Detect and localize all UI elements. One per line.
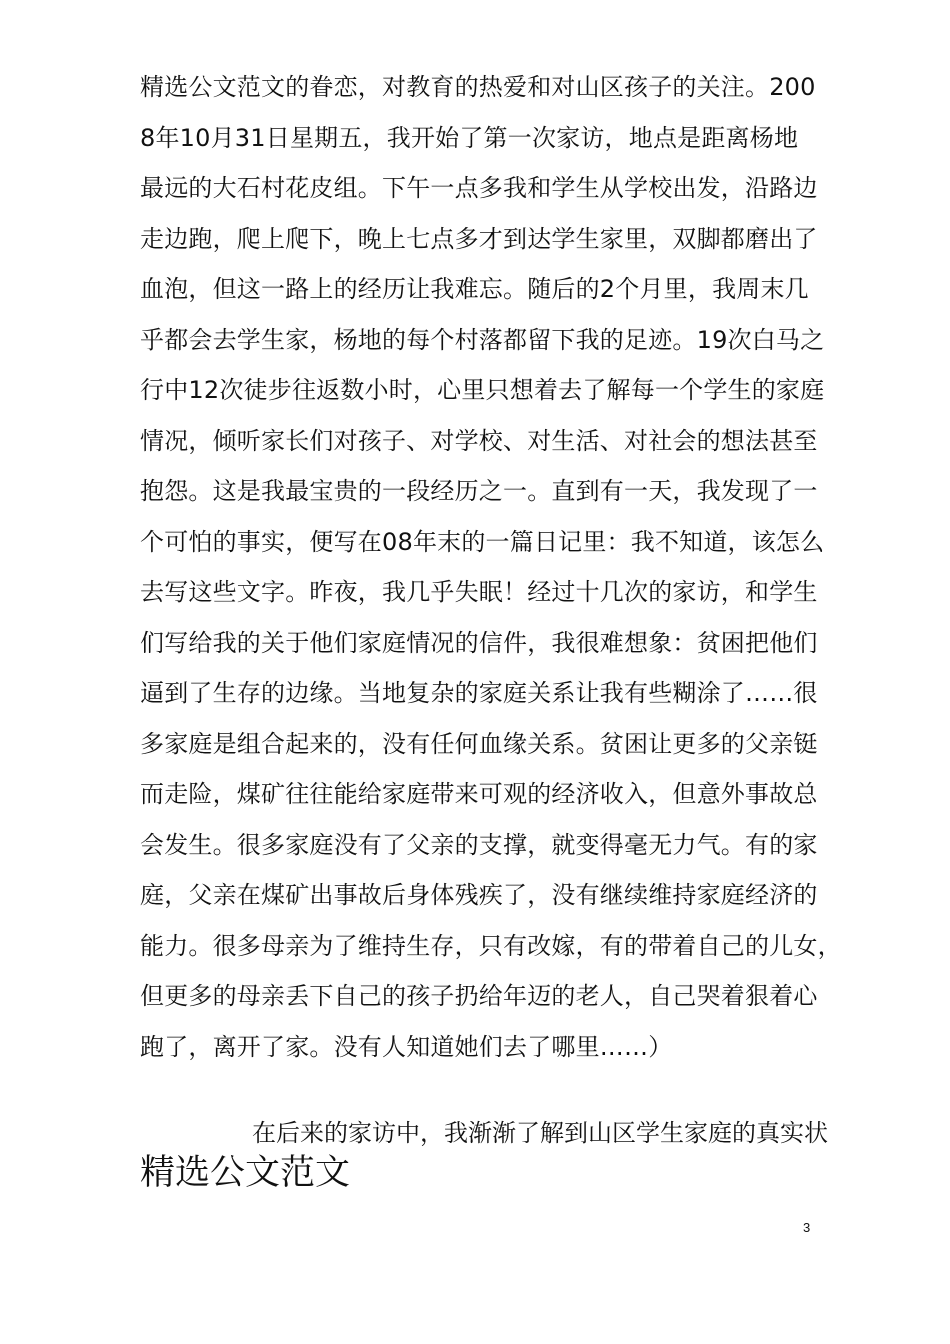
text-line-6: 乎都会去学生家，杨地的每个村落都留下我的足迹。19次白马之: [140, 325, 825, 354]
paragraph-2-start: 在后来的家访中，我渐渐了解到山区学生家庭的真实状: [252, 1119, 828, 1147]
text-line-14: 多家庭是组合起来的，没有任何血缘关系。贫困让更多的父亲铤: [140, 729, 818, 758]
text-line-13: 逼到了生存的边缘。当地复杂的家庭关系让我有些糊涂了……很: [140, 679, 818, 707]
text-line-10: 个可怕的事实，便写在08年末的一篇日记里：我不知道，该怎么: [140, 527, 825, 556]
text-line-18: 能力。很多母亲为了维持生存，只有改嫁，有的带着自己的儿女，: [140, 931, 842, 960]
footer-title: 精选公文范文: [140, 1153, 351, 1193]
text-line-3: 最远的大石村花皮组。下午一点多我和学生从学校出发，沿路边: [140, 174, 818, 202]
text-line-16: 会发生。很多家庭没有了父亲的支撑，就变得毫无力气。有的家: [140, 830, 818, 859]
page-number: 3: [803, 1220, 811, 1235]
text-line-15: 而走险，煤矿往往能给家庭带来可观的经济收入，但意外事故总: [140, 780, 818, 808]
text-line-2: 8年10月31日星期五，我开始了第一次家访，地点是距离杨地: [140, 123, 799, 152]
text-line-7: 行中12次徒步往返数小时，心里只想着去了解每一个学生的家庭: [140, 376, 825, 404]
body-paragraph: [140, 62, 842, 1072]
text-line-17: 庭，父亲在煤矿出事故后身体残疾了，没有继续维持家庭经济的: [140, 881, 818, 909]
text-line-9: 抱怨。这是我最宝贵的一段经历之一。直到有一天，我发现了一: [140, 477, 818, 505]
text-line-19: 但更多的母亲丢下自己的孩子扔给年迈的老人，自己哭着狠着心: [140, 982, 818, 1010]
text-line-11: 去写这些文字。昨夜，我几乎失眠！经过十几次的家访，和学生: [140, 578, 818, 606]
text-line-4: 走边跑，爬上爬下，晚上七点多才到达学生家里，双脚都磨出了: [140, 224, 818, 253]
text-line-20: 跑了，离开了家。没有人知道她们去了哪里……）: [140, 1032, 673, 1061]
text-line-5: 血泡，但这一路上的经历让我难忘。随后的2个月里，我周末几: [140, 275, 809, 303]
text-line-12: 们写给我的关于他们家庭情况的信件，我很难想象：贫困把他们: [140, 628, 818, 657]
text-line-8: 情况，倾听家长们对孩子、对学校、对生活、对社会的想法甚至: [140, 426, 818, 455]
text-line-1: 精选公文范文的眷恋，对教育的热爱和对山区孩子的关注。200: [140, 73, 816, 101]
